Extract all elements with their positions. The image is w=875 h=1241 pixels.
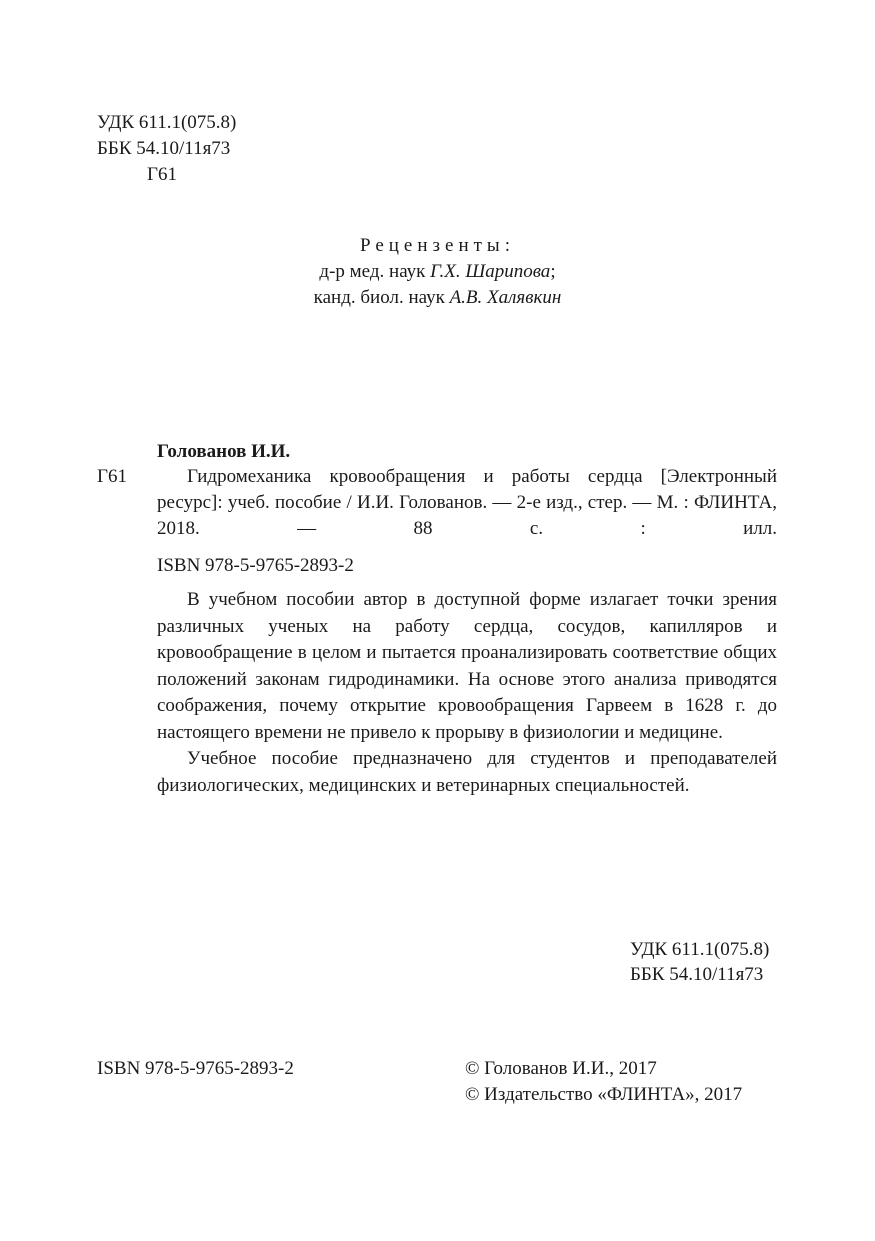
- bbk-code-top: ББК 54.10/11я73: [97, 138, 231, 159]
- copyright-publisher: © Издательство «ФЛИНТА», 2017: [465, 1084, 743, 1105]
- isbn-footer: ISBN 978-5-9765-2893-2: [97, 1058, 294, 1079]
- udk-code-bottom: УДК 611.1(075.8): [630, 939, 770, 960]
- bibliographic-description: Гидромеханика кровообращения и работы сердца [Электронный ресурс]: учеб. пособие / И.И. Голованов. — 2-е изд., стер. — М. : ФЛИНТА, 2018. — 88 с. : илл.: [157, 466, 777, 539]
- reviewers-block: [0, 233, 875, 311]
- reviewer-1-end: ;: [550, 261, 556, 282]
- udk-code-top: УДК 611.1(075.8): [97, 112, 237, 133]
- reviewer-1: [0, 259, 875, 285]
- author-code-left: Г61: [97, 466, 127, 487]
- isbn-entry: ISBN 978-5-9765-2893-2: [157, 555, 354, 576]
- abstract: [157, 587, 777, 799]
- reviewer-2-name: А.В. Халявкин: [449, 287, 562, 308]
- copyright-author: © Голованов И.И., 2017: [465, 1058, 657, 1079]
- bbk-code-bottom: ББК 54.10/11я73: [630, 964, 764, 985]
- reviewer-1-name: Г.Х. Шарипова: [430, 261, 551, 282]
- author-heading: Голованов И.И.: [157, 441, 291, 462]
- reviewer-2-title: канд. биол. наук: [313, 287, 445, 308]
- reviewer-2: [0, 285, 875, 311]
- author-code-top: Г61: [147, 164, 177, 185]
- reviewer-1-title: д-р мед. наук: [319, 261, 426, 282]
- abstract-paragraph-2: Учебное пособие предназначено для студентов и преподавателей физиологических, медицинских и ветеринарных специальностей.: [157, 748, 777, 796]
- abstract-paragraph-1: В учебном пособии автор в доступной форме излагает точки зрения различных ученых на работу сердца, сосудов, капилляров и кровообращение в целом и пытается проанализировать соответствие общих положений законам гидродинамики. На основе этого анализа приводятся соображения, почему открытие кровообращения Гарвеем в 1628 г. до настоящего времени не привело к прорыву в физиологии и медицине.: [157, 589, 777, 743]
- reviewers-heading: Рецензенты:: [360, 235, 515, 256]
